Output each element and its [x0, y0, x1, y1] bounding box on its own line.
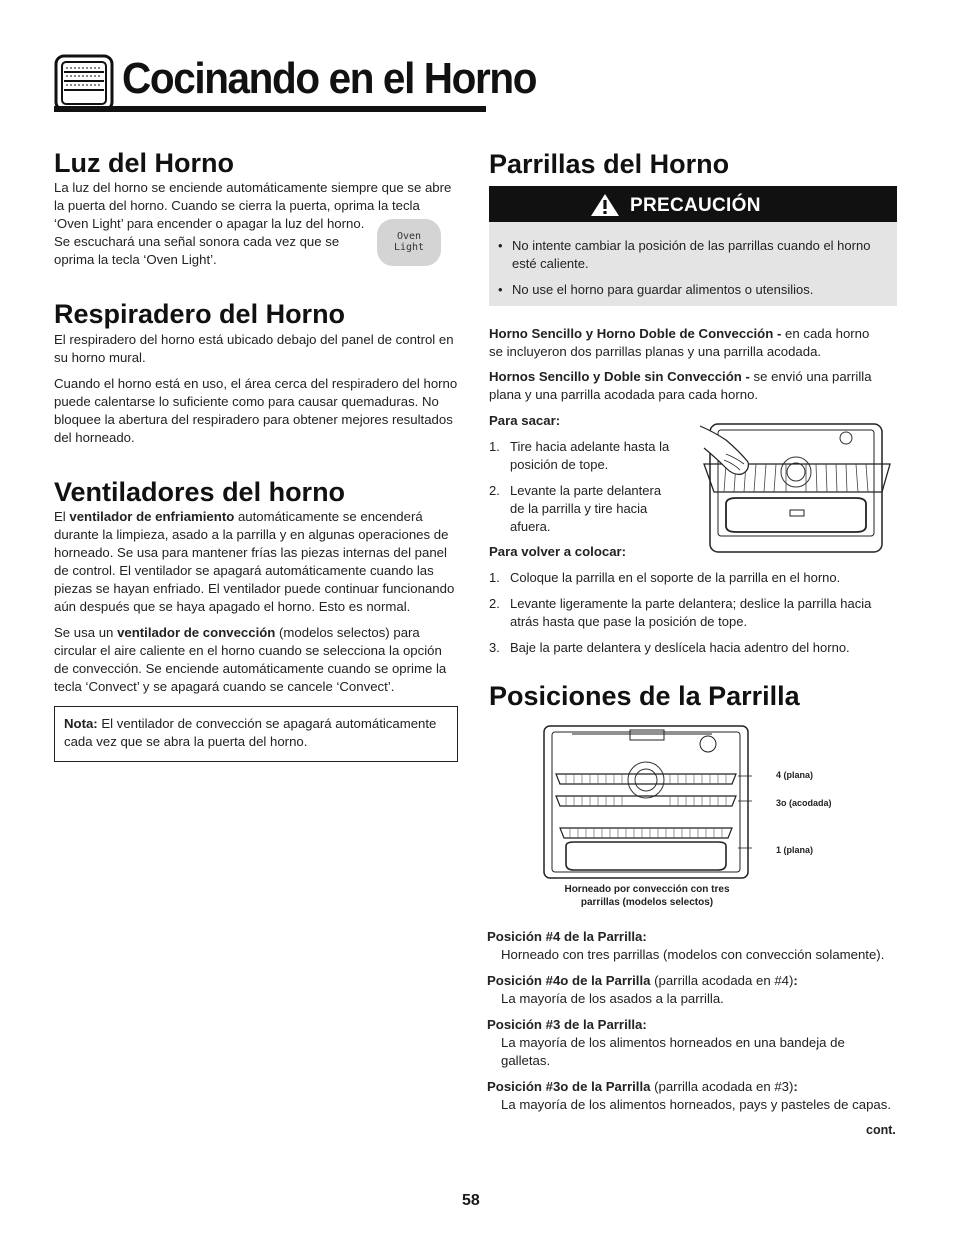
- list-number: 3.: [489, 640, 500, 655]
- list-item: posición de tope.: [510, 457, 609, 472]
- position-list: [487, 928, 897, 1114]
- position-desc: Horneado con tres parrillas (modelos con convección solamente).: [501, 947, 885, 962]
- caution-item: No use el horno para guardar alimentos o utensilios.: [512, 282, 814, 297]
- caution-item: No intente cambiar la posición de las parrillas cuando el horno: [512, 238, 871, 253]
- caution-body: [489, 222, 897, 306]
- section-heading-ventiladores: Ventiladores del horno: [54, 477, 346, 507]
- rack-removal-illustration: [696, 418, 898, 556]
- ventiladores-paragraph-1: [54, 508, 462, 616]
- text-fragment: automáticamente se encenderá: [234, 509, 423, 524]
- oven-light-button-line1: Oven: [396, 231, 422, 242]
- text-line: La luz del horno se enciende automáticamente siempre que se abre: [54, 180, 452, 195]
- text-fragment: El ventilador de convección se apagará automáticamente: [97, 716, 437, 731]
- position-title-text: Posición #3o de la Parrilla: [487, 1079, 651, 1094]
- text-line: Se escuchará una señal sonora cada vez que se: [54, 234, 340, 249]
- respiradero-paragraph-1: [54, 331, 462, 367]
- bold-term: Horno Sencillo y Horno Doble de Convección -: [489, 326, 786, 341]
- text-line: oprima la tecla ‘Oven Light’.: [54, 252, 217, 267]
- position-title-extra: (parrilla acodada en #4): [650, 973, 794, 988]
- section-heading-luz: Luz del Horno: [54, 148, 234, 178]
- bullet-dot: •: [498, 238, 503, 253]
- text-line: aún después que se haya apagado el horno. Esto es normal.: [54, 599, 411, 614]
- position-title: Posición #3o de la Parrilla (parrilla acodada en #3):: [487, 1079, 798, 1094]
- bold-term: ventilador de enfriamiento: [69, 509, 235, 524]
- text-line: circular el aire caliente en el horno cuando se selecciona la opción: [54, 643, 442, 658]
- text-line: [489, 325, 897, 343]
- caption-line: parrillas (modelos selectos): [580, 897, 714, 908]
- caution-bar: [489, 186, 897, 222]
- text-line: bloquee la abertura del respiradero para obtener mejores resultados: [54, 412, 453, 427]
- text-fragment: El: [54, 509, 70, 524]
- text-fragment: (modelos selectos) para: [275, 625, 420, 640]
- list-item: atrás hasta que pase la posición de tope.: [510, 614, 748, 629]
- position-title-extra: (parrilla acodada en #3): [650, 1079, 794, 1094]
- list-item: afuera.: [510, 519, 551, 534]
- text-line: [54, 624, 462, 642]
- position-desc: La mayoría de los alimentos horneados, pays y pasteles de capas.: [501, 1097, 891, 1112]
- list-number: 2.: [489, 596, 500, 611]
- continued-label: cont.: [866, 1123, 896, 1137]
- section-heading-posiciones: Posiciones de la Parrilla: [489, 681, 800, 711]
- text-line: la puerta del horno. Cuando se cierra la puerta, oprima la tecla: [54, 198, 420, 213]
- text-line: del horneado.: [54, 430, 135, 445]
- sacar-heading: Para sacar:: [489, 413, 561, 428]
- oven-light-button-line2: Light: [393, 242, 425, 253]
- rack-label-3o: 3o (acodada): [776, 798, 832, 808]
- parrillas-paragraph-1: [489, 325, 897, 361]
- text-line: plana y una parrilla acodada para cada horno.: [489, 387, 759, 402]
- position-desc: La mayoría de los alimentos horneados en una bandeja de: [501, 1035, 845, 1050]
- text-line: ‘Oven Light’ para encender o apagar la luz del horno.: [54, 216, 365, 231]
- text-fragment: Se usa un: [54, 625, 118, 640]
- text-line: El respiradero del horno está ubicado debajo del panel de control en: [54, 332, 454, 347]
- position-desc: galletas.: [501, 1053, 551, 1068]
- position-title: [487, 1016, 897, 1034]
- list-number: 1.: [489, 570, 500, 585]
- note-text: [64, 715, 454, 751]
- text-line: [489, 368, 897, 386]
- oven-light-button: [377, 219, 441, 266]
- text-line: cada vez que se abra la puerta del horno.: [64, 734, 308, 749]
- list-item: Baje la parte delantera y deslícela hacia adentro del horno.: [510, 640, 850, 655]
- diagram-caption: [542, 883, 752, 909]
- rack-positions-diagram: [542, 724, 752, 882]
- colocar-heading: Para volver a colocar:: [489, 544, 627, 559]
- bullet-dot: •: [498, 282, 503, 297]
- bold-term: ventilador de convección: [117, 625, 276, 640]
- note-box: [54, 706, 458, 762]
- text-line: tecla ‘Convect’ y se apagará cuando se cancele ‘Convect’.: [54, 679, 395, 694]
- text-line: su horno mural.: [54, 350, 146, 365]
- caution-item: esté caliente.: [512, 256, 589, 271]
- list-number: 1.: [489, 439, 500, 454]
- list-item: de la parrilla y tire hacia: [510, 501, 648, 516]
- text-line: se incluyeron dos parrillas planas y una parrilla acodada.: [489, 344, 822, 359]
- section-heading-respiradero: Respiradero del Horno: [54, 299, 346, 329]
- text-line: Cuando el horno está en uso, el área cerca del respiradero del horno: [54, 376, 458, 391]
- text-line: puede calentarse lo suficiente como para causar quemaduras. No: [54, 394, 439, 409]
- respiradero-paragraph-2: [54, 375, 462, 447]
- text-line: piezas se hayan enfriado. El ventilador puede continuar funcionando: [54, 581, 455, 596]
- text-fragment: en cada horno: [785, 326, 870, 341]
- rack-label-4: 4 (plana): [776, 770, 814, 780]
- list-item: Levante la parte delantera: [510, 483, 662, 498]
- oven-rack-icon: [54, 54, 114, 112]
- position-desc: La mayoría de los asados a la parrilla.: [501, 991, 724, 1006]
- rack-label-1: 1 (plana): [776, 845, 814, 855]
- warning-icon: [590, 193, 620, 217]
- section-heading-parrillas: Parrillas del Horno: [489, 149, 730, 179]
- text-line: [64, 715, 454, 733]
- title-rule: [54, 106, 486, 112]
- text-line: de convección. Se enciende automáticamente cuando se oprime la: [54, 661, 447, 676]
- text-line: durante la limpieza, asado a la parrilla y en algunas operaciones de: [54, 527, 449, 542]
- caution-label: PRECAUCIÓN: [630, 195, 761, 216]
- position-title-text: Posición #4 de la Parrilla:: [487, 929, 647, 944]
- list-item: Coloque la parrilla en el soporte de la parrilla en el horno.: [510, 570, 841, 585]
- text-line: [54, 508, 462, 526]
- parrillas-paragraph-2: [489, 368, 897, 404]
- list-number: 2.: [489, 483, 500, 498]
- page-title: Cocinando en el Horno: [122, 54, 537, 103]
- caption-line: Horneado por convección con tres: [564, 884, 730, 895]
- position-title-text: Posición #3 de la Parrilla:: [487, 1017, 647, 1032]
- position-title-text: Posición #4o de la Parrilla: [487, 973, 651, 988]
- position-title: [487, 928, 897, 946]
- text-line: de control. El ventilador se apagará automáticamente cuando las: [54, 563, 434, 578]
- text-line: horneado. Se usa para mantener frías las piezas internas del panel: [54, 545, 447, 560]
- ventiladores-paragraph-2: [54, 624, 462, 696]
- position-title: Posición #4o de la Parrilla (parrilla acodada en #4):: [487, 973, 798, 988]
- list-item: Tire hacia adelante hasta la: [510, 439, 670, 454]
- list-item: Levante ligeramente la parte delantera; deslice la parrilla hacia: [510, 596, 872, 611]
- page-number: 58: [462, 1192, 480, 1209]
- bold-term: Hornos Sencillo y Doble sin Convección -: [489, 369, 754, 384]
- text-fragment: se envió una parrilla: [753, 369, 872, 384]
- note-label: Nota:: [64, 716, 98, 731]
